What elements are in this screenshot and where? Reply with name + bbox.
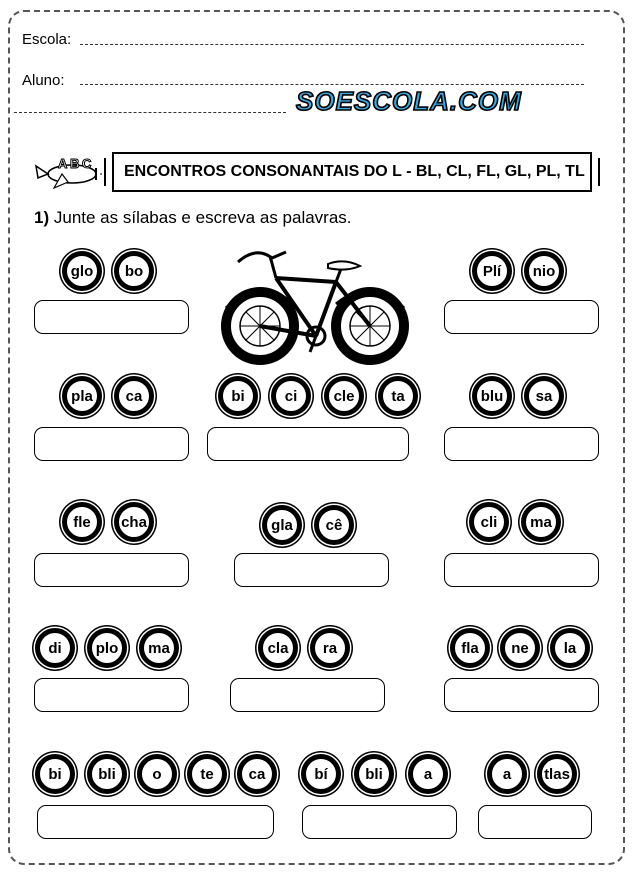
school-line[interactable]: [80, 44, 584, 45]
section-banner: [112, 152, 592, 192]
syllable-circle: ca: [237, 754, 277, 794]
student-label: Aluno:: [22, 72, 65, 89]
svg-text:A: A: [58, 156, 68, 171]
instruction: [34, 208, 352, 228]
answer-box[interactable]: [207, 427, 409, 461]
syllable-circle: di: [35, 628, 75, 668]
answer-box[interactable]: [444, 553, 599, 587]
banner-title: ENCONTROS CONSONANTAIS DO L - BL, CL, FL, GL, PL, TL: [124, 163, 585, 180]
syllable-circle: bi: [35, 754, 75, 794]
answer-box[interactable]: [302, 805, 457, 839]
svg-text:C: C: [82, 156, 92, 171]
instruction-text: Junte as sílabas e escreva as palavras.: [53, 208, 352, 227]
answer-box[interactable]: [230, 678, 385, 712]
syllable-circle: ne: [500, 628, 540, 668]
syllable-circle: tlas: [537, 754, 577, 794]
syllable-circle: cli: [469, 502, 509, 542]
header-divider: [14, 112, 286, 113]
answer-box[interactable]: [444, 678, 599, 712]
syllable-circle: o: [137, 754, 177, 794]
syllable-circle: bli: [354, 754, 394, 794]
answer-box[interactable]: [34, 678, 189, 712]
syllable-circle: Plí: [472, 251, 512, 291]
syllable-circle: ma: [139, 628, 179, 668]
syllable-circle: glo: [62, 251, 102, 291]
syllable-circle: bo: [114, 251, 154, 291]
syllable-circle: cle: [324, 376, 364, 416]
answer-box[interactable]: [34, 300, 189, 334]
answer-box[interactable]: [34, 427, 189, 461]
syllable-circle: fle: [62, 502, 102, 542]
syllable-circle: pla: [62, 376, 102, 416]
answer-box[interactable]: [37, 805, 274, 839]
answer-box[interactable]: [478, 805, 592, 839]
syllable-circle: a: [408, 754, 448, 794]
syllable-circle: sa: [524, 376, 564, 416]
syllable-circle: bi: [218, 376, 258, 416]
syllable-circle: ma: [521, 502, 561, 542]
school-label: Escola:: [22, 31, 72, 48]
syllable-circle: blu: [472, 376, 512, 416]
syllable-circle: ca: [114, 376, 154, 416]
syllable-circle: bí: [301, 754, 341, 794]
syllable-circle: gla: [262, 505, 302, 545]
svg-text:B: B: [70, 156, 80, 171]
syllable-circle: ci: [271, 376, 311, 416]
bicycle-icon: [216, 236, 414, 366]
syllable-circle: ra: [310, 628, 350, 668]
answer-box[interactable]: [444, 300, 599, 334]
syllable-circle: la: [550, 628, 590, 668]
syllable-circle: cha: [114, 502, 154, 542]
abc-plane-icon: [32, 152, 108, 192]
syllable-circle: cla: [258, 628, 298, 668]
student-line[interactable]: [80, 84, 584, 85]
syllable-circle: cê: [314, 505, 354, 545]
brand-logo: SOESCOLA.COM: [296, 86, 522, 116]
answer-box[interactable]: [234, 553, 389, 587]
answer-box[interactable]: [34, 553, 189, 587]
answer-box[interactable]: [444, 427, 599, 461]
syllable-circle: bli: [87, 754, 127, 794]
syllable-circle: te: [187, 754, 227, 794]
syllable-circle: fla: [450, 628, 490, 668]
syllable-circle: nio: [524, 251, 564, 291]
syllable-circle: plo: [87, 628, 127, 668]
syllable-circle: ta: [378, 376, 418, 416]
instruction-number: 1): [34, 208, 50, 227]
syllable-circle: a: [487, 754, 527, 794]
